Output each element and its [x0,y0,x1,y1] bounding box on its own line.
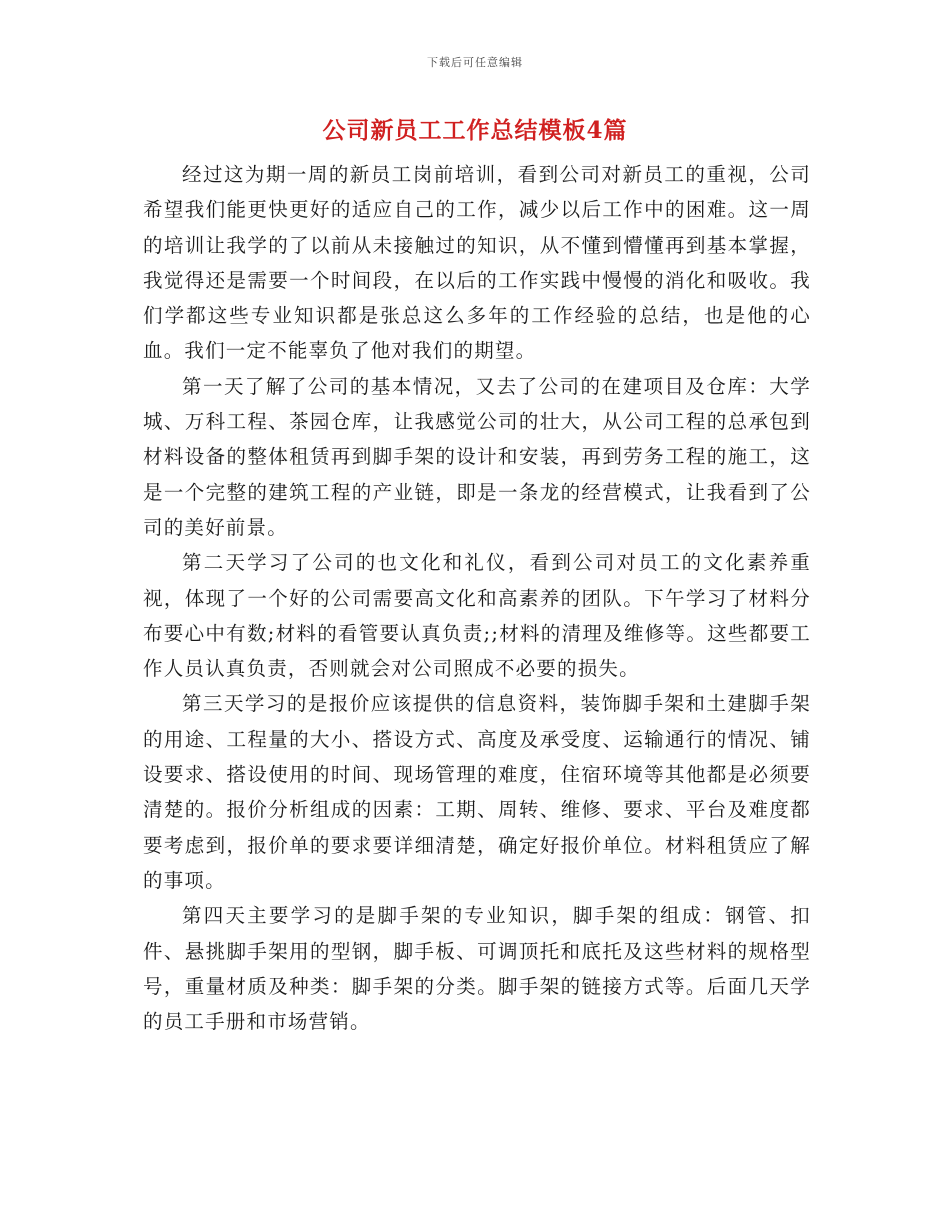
document-body [143,157,811,1039]
paragraph-5: 第四天主要学习的是脚手架的专业知识，脚手架的组成：钢管、扣件、悬挑脚手架用的型钢，脚手板、可调顶托和底托及这些材料的规格型号，重量材质及种类：脚手架的分类。脚手架的链接方式等。后面几天学的员工手册和市场营销。 [143,904,811,1034]
paragraph-4: 第三天学习的是报价应该提供的信息资料，装饰脚手架和土建脚手架的用途、工程量的大小、搭设方式、高度及承受度、运输通行的情况、铺设要求、搭设使用的时间、现场管理的难度，住宿环境等其他都是必须要清楚的。报价分析组成的因素：工期、周转、维修、要求、平台及难度都要考虑到，报价单的要求要详细清楚，确定好报价单位。材料租赁应了解的事项。 [143,692,811,892]
header-note: 下载后可任意编辑 [427,56,523,69]
paragraph-1: 经过这为期一周的新员工岗前培训，看到公司对新员工的重视，公司希望我们能更快更好的适应自己的工作，减少以后工作中的困难。这一周的培训让我学的了以前从未接触过的知识，从不懂到懵懂再到基本掌握，我觉得还是需要一个时间段，在以后的工作实践中慢慢的消化和吸收。我们学都这些专业知识都是张总这么多年的工作经验的总结，也是他的心血。我们一定不能辜负了他对我们的期望。 [143,163,811,363]
document-title: 公司新员工工作总结模板4篇 [322,117,628,144]
paragraph-2: 第一天了解了公司的基本情况，又去了公司的在建项目及仓库：大学城、万科工程、茶园仓库，让我感觉公司的壮大，从公司工程的总承包到材料设备的整体租赁再到脚手架的设计和安装，再到劳务工程的施工，这是一个完整的建筑工程的产业链，即是一条龙的经营模式，让我看到了公司的美好前景。 [143,374,811,539]
paragraph-3: 第二天学习了公司的也文化和礼仪，看到公司对员工的文化素养重视，体现了一个好的公司需要高文化和高素养的团队。下午学习了材料分布要心中有数;材料的看管要认真负责;;材料的清理及维修等。这些都要工作人员认真负责，否则就会对公司照成不必要的损失。 [143,551,811,681]
